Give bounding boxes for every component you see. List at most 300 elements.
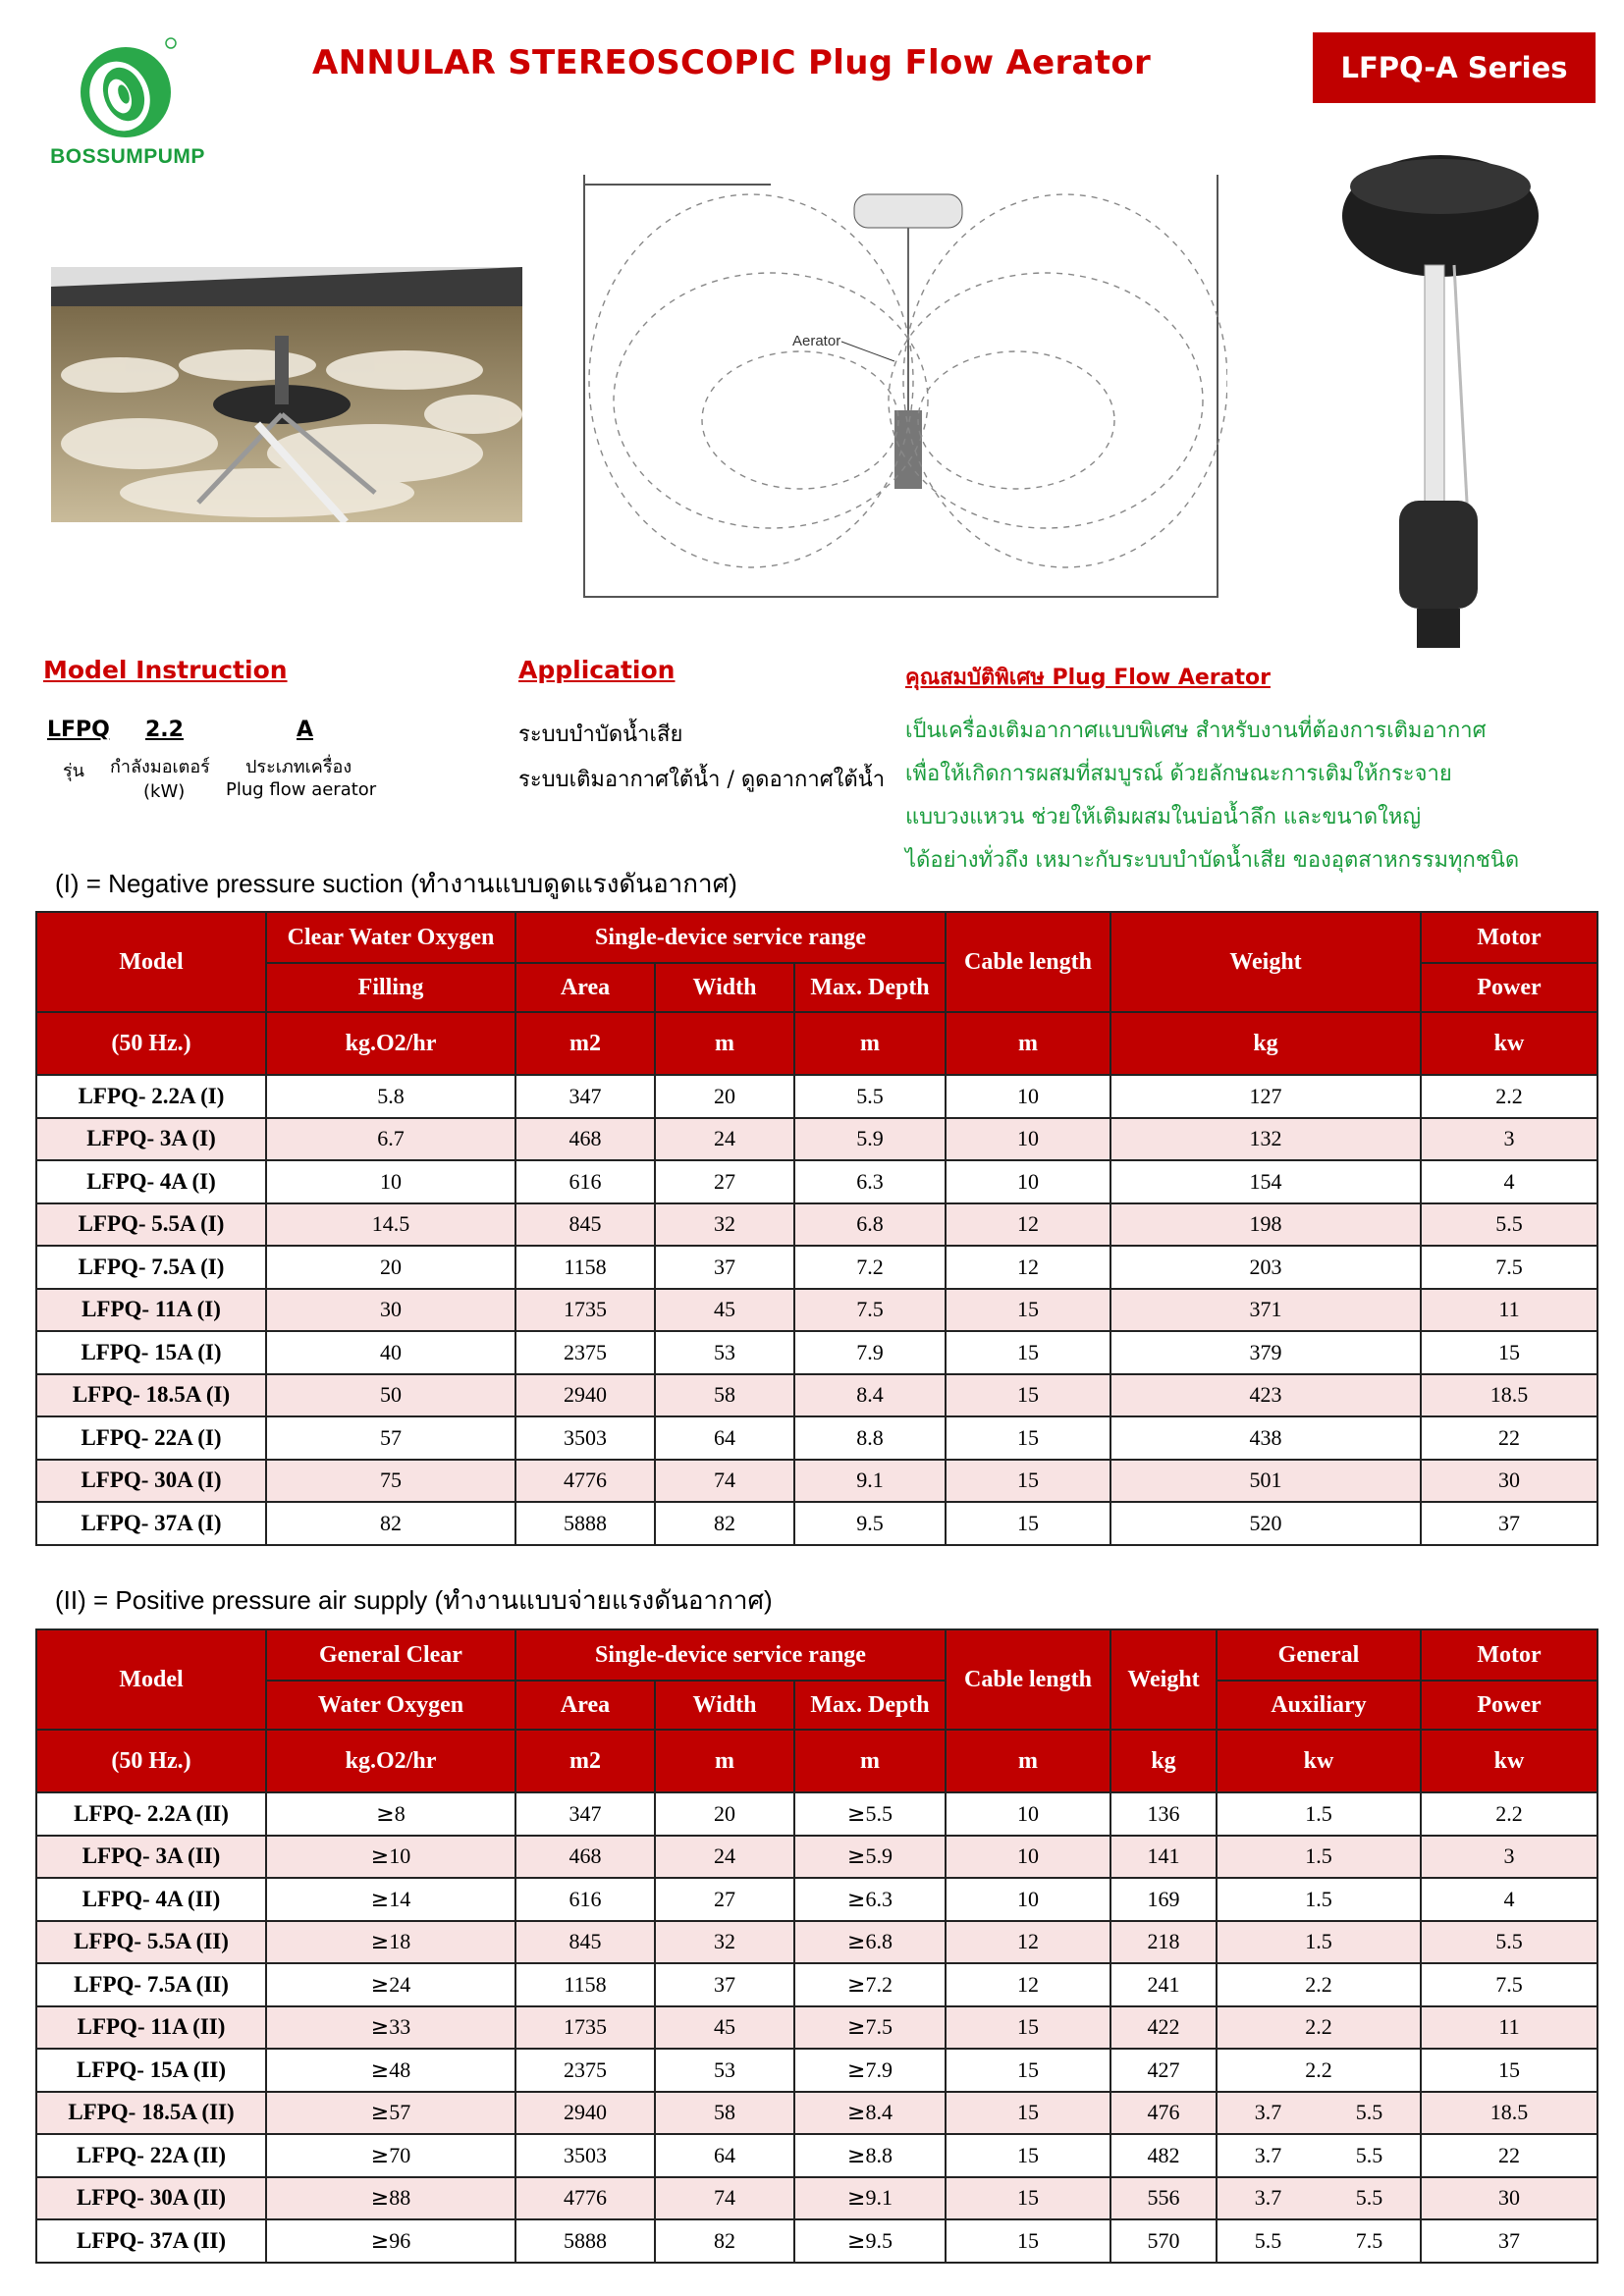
cell-area: 5888 bbox=[515, 1502, 655, 1545]
cell-motor: 37 bbox=[1421, 1502, 1597, 1545]
feature-line: ได้อย่างทั่วถึง เหมาะกับระบบบำบัดน้ำเสีย ของอุตสาหกรรมทุกชนิด bbox=[905, 848, 1520, 873]
cell-model: LFPQ- 15A (I) bbox=[36, 1331, 266, 1374]
cell-depth-value: 8.8 bbox=[865, 2142, 893, 2167]
cell-weight: 423 bbox=[1110, 1374, 1421, 1417]
application-heading: Application bbox=[518, 656, 676, 684]
cell-area: 1735 bbox=[515, 1289, 655, 1332]
cell-width: 37 bbox=[655, 1963, 794, 2006]
cell-auxiliary: 2.2 bbox=[1217, 2006, 1421, 2050]
cell-model: LFPQ- 7.5A (I) bbox=[36, 1246, 266, 1289]
col-model: Model bbox=[36, 1629, 266, 1730]
cell-oxygen: 10 bbox=[266, 1160, 515, 1203]
ge-symbol: ≥ bbox=[847, 1972, 866, 1998]
brand-logo bbox=[39, 35, 216, 173]
diagram-aerator-label: Aerator bbox=[792, 333, 841, 349]
cell-depth: 9.1 bbox=[794, 1460, 946, 1503]
cell-oxygen: 6.7 bbox=[266, 1118, 515, 1161]
cell-area: 2940 bbox=[515, 1374, 655, 1417]
auxiliary-pair bbox=[1218, 2093, 1420, 2134]
col-motor-sub: Power bbox=[1421, 1681, 1597, 1730]
cell-oxygen-value: 48 bbox=[389, 2056, 411, 2082]
feature-line: เป็นเครื่องเติมอากาศแบบพิเศษ สำหรับงานที่ต้องการเติมอากาศ bbox=[905, 719, 1487, 743]
cell-cable: 15 bbox=[946, 1416, 1110, 1460]
unit-weight: kg bbox=[1110, 1730, 1217, 1792]
cell-weight: 520 bbox=[1110, 1502, 1421, 1545]
cell-motor: 37 bbox=[1421, 2219, 1597, 2263]
cell-weight: 427 bbox=[1110, 2049, 1217, 2092]
table-row bbox=[36, 1289, 1597, 1332]
cell-depth: 6.3 bbox=[794, 1160, 946, 1203]
cell-cable: 15 bbox=[946, 1289, 1110, 1332]
cell-model: LFPQ- 37A (I) bbox=[36, 1502, 266, 1545]
table-row bbox=[36, 1331, 1597, 1374]
cell-width: 27 bbox=[655, 1160, 794, 1203]
cell-weight: 501 bbox=[1110, 1460, 1421, 1503]
cell-width: 64 bbox=[655, 2134, 794, 2177]
cell-oxygen: 75 bbox=[266, 1460, 515, 1503]
cell-auxiliary bbox=[1217, 2219, 1421, 2263]
model-code-type-desc: ประเภทเครื่อง bbox=[245, 757, 352, 777]
col-cable: Cable length bbox=[946, 1629, 1110, 1730]
cell-weight: 438 bbox=[1110, 1416, 1421, 1460]
application-line: ระบบเติมอากาศใต้น้ำ / ดูดอากาศใต้น้ำ bbox=[518, 768, 886, 792]
cell-auxiliary bbox=[1217, 2134, 1421, 2177]
ge-symbol: ≥ bbox=[370, 1930, 390, 1955]
flow-diagram bbox=[574, 165, 1227, 607]
cell-auxiliary-value: 5.5 bbox=[1355, 2100, 1383, 2125]
cell-weight: 132 bbox=[1110, 1118, 1421, 1161]
cell-width: 53 bbox=[655, 1331, 794, 1374]
ge-symbol: ≥ bbox=[370, 2186, 390, 2212]
cell-depth-value: 8.4 bbox=[865, 2100, 893, 2125]
ge-symbol: ≥ bbox=[370, 2015, 390, 2041]
cell-cable: 15 bbox=[946, 1460, 1110, 1503]
cell-area: 4776 bbox=[515, 2177, 655, 2220]
cell-oxygen bbox=[266, 1836, 515, 1879]
cell-model: LFPQ- 30A (II) bbox=[36, 2177, 266, 2220]
cell-motor: 11 bbox=[1421, 2006, 1597, 2050]
table-row bbox=[36, 1502, 1597, 1545]
cell-cable: 15 bbox=[946, 1374, 1110, 1417]
cell-model: LFPQ- 11A (II) bbox=[36, 2006, 266, 2050]
cell-width: 82 bbox=[655, 1502, 794, 1545]
unit-cable: m bbox=[946, 1012, 1110, 1075]
cell-model: LFPQ- 3A (I) bbox=[36, 1118, 266, 1161]
unit-oxygen: kg.O2/hr bbox=[266, 1730, 515, 1792]
table-row bbox=[36, 1963, 1597, 2006]
cell-depth-value: 7.9 bbox=[865, 2056, 893, 2082]
table1-title: (I) = Negative pressure suction (ทำงานแบบดูดแรงดันอากาศ) bbox=[55, 869, 737, 898]
cell-area: 468 bbox=[515, 1118, 655, 1161]
cell-auxiliary: 2.2 bbox=[1217, 1963, 1421, 2006]
cell-depth bbox=[794, 1963, 946, 2006]
col-cable: Cable length bbox=[946, 912, 1110, 1012]
cell-depth-value: 9.1 bbox=[865, 2185, 893, 2211]
cell-auxiliary: 2.2 bbox=[1217, 2049, 1421, 2092]
table-row bbox=[36, 1118, 1597, 1161]
cell-area: 2940 bbox=[515, 2092, 655, 2135]
cell-motor: 15 bbox=[1421, 2049, 1597, 2092]
col-service-range: Single-device service range bbox=[515, 912, 946, 963]
cell-cable: 15 bbox=[946, 1502, 1110, 1545]
table-row bbox=[36, 1836, 1597, 1879]
cell-width: 37 bbox=[655, 1246, 794, 1289]
table-row bbox=[36, 1921, 1597, 1964]
col-motor-sub: Power bbox=[1421, 963, 1597, 1012]
table-row bbox=[36, 1374, 1597, 1417]
cell-model: LFPQ- 3A (II) bbox=[36, 1836, 266, 1879]
cell-oxygen bbox=[266, 2177, 515, 2220]
cell-model: LFPQ- 2.2A (II) bbox=[36, 1792, 266, 1836]
cell-model: LFPQ- 4A (I) bbox=[36, 1160, 266, 1203]
cell-depth: 9.5 bbox=[794, 1502, 946, 1545]
cell-motor: 3 bbox=[1421, 1118, 1597, 1161]
model-code-type: A bbox=[297, 718, 314, 742]
cell-oxygen: 57 bbox=[266, 1416, 515, 1460]
cell-oxygen: 40 bbox=[266, 1331, 515, 1374]
unit-motor: kw bbox=[1421, 1012, 1597, 1075]
col-auxiliary: General bbox=[1217, 1629, 1421, 1681]
cell-oxygen bbox=[266, 2006, 515, 2050]
cell-model: LFPQ- 5.5A (II) bbox=[36, 1921, 266, 1964]
cell-motor: 22 bbox=[1421, 1416, 1597, 1460]
unit-area: m2 bbox=[515, 1730, 655, 1792]
cell-auxiliary-value: 3.7 bbox=[1254, 2142, 1282, 2167]
cell-area: 1735 bbox=[515, 2006, 655, 2050]
cell-cable: 15 bbox=[946, 2219, 1110, 2263]
cell-oxygen: 5.8 bbox=[266, 1075, 515, 1118]
cell-model: LFPQ- 15A (II) bbox=[36, 2049, 266, 2092]
cell-depth: 8.4 bbox=[794, 1374, 946, 1417]
aerator-photo bbox=[1330, 147, 1551, 667]
cell-model: LFPQ- 30A (I) bbox=[36, 1460, 266, 1503]
cell-model: LFPQ- 37A (II) bbox=[36, 2219, 266, 2263]
col-model: Model bbox=[36, 912, 266, 1012]
cell-oxygen bbox=[266, 1921, 515, 1964]
cell-oxygen-value: 24 bbox=[389, 1971, 411, 1997]
col-oxygen-sub: Water Oxygen bbox=[266, 1681, 515, 1730]
cell-depth bbox=[794, 1921, 946, 1964]
col-weight: Weight bbox=[1110, 912, 1421, 1012]
cell-model: LFPQ- 22A (I) bbox=[36, 1416, 266, 1460]
cell-motor: 7.5 bbox=[1421, 1246, 1597, 1289]
cell-auxiliary-value: 3.7 bbox=[1254, 2185, 1282, 2211]
cell-width: 20 bbox=[655, 1792, 794, 1836]
unit-motor: kw bbox=[1421, 1730, 1597, 1792]
cell-depth bbox=[794, 2049, 946, 2092]
cell-cable: 12 bbox=[946, 1963, 1110, 2006]
col-service-range: Single-device service range bbox=[515, 1629, 946, 1681]
cell-auxiliary bbox=[1217, 2177, 1421, 2220]
ge-symbol: ≥ bbox=[847, 2015, 866, 2041]
model-instruction-heading: Model Instruction bbox=[43, 656, 288, 684]
cell-depth: 7.5 bbox=[794, 1289, 946, 1332]
brand-name: BOSSUMPUMP bbox=[50, 145, 205, 168]
cell-model: LFPQ- 7.5A (II) bbox=[36, 1963, 266, 2006]
cell-oxygen bbox=[266, 2049, 515, 2092]
unit-width: m bbox=[655, 1012, 794, 1075]
col-weight: Weight bbox=[1110, 1629, 1217, 1730]
cell-depth bbox=[794, 2219, 946, 2263]
cell-cable: 10 bbox=[946, 1160, 1110, 1203]
cell-model: LFPQ- 18.5A (II) bbox=[36, 2092, 266, 2135]
cell-depth bbox=[794, 2134, 946, 2177]
cell-oxygen bbox=[266, 1792, 515, 1836]
cell-area: 845 bbox=[515, 1203, 655, 1247]
ge-symbol: ≥ bbox=[847, 1844, 866, 1870]
cell-motor: 2.2 bbox=[1421, 1792, 1597, 1836]
cell-model: LFPQ- 4A (II) bbox=[36, 1878, 266, 1921]
ge-symbol: ≥ bbox=[370, 2143, 390, 2168]
cell-cable: 12 bbox=[946, 1203, 1110, 1247]
ge-symbol: ≥ bbox=[370, 1972, 390, 1998]
unit-weight: kg bbox=[1110, 1012, 1421, 1075]
cell-cable: 15 bbox=[946, 2006, 1110, 2050]
cell-auxiliary-value: 7.5 bbox=[1355, 2227, 1383, 2253]
cell-oxygen-value: 57 bbox=[389, 2100, 411, 2125]
cell-depth-value: 6.3 bbox=[865, 1886, 893, 1911]
cell-area: 4776 bbox=[515, 1460, 655, 1503]
unit-cable: m bbox=[946, 1730, 1110, 1792]
cell-model: LFPQ- 11A (I) bbox=[36, 1289, 266, 1332]
cell-area: 1158 bbox=[515, 1963, 655, 2006]
cell-auxiliary-value: 5.5 bbox=[1355, 2185, 1383, 2211]
col-oxygen: Clear Water Oxygen bbox=[266, 912, 515, 963]
cell-motor: 22 bbox=[1421, 2134, 1597, 2177]
cell-motor: 7.5 bbox=[1421, 1963, 1597, 2006]
cell-model: LFPQ- 18.5A (I) bbox=[36, 1374, 266, 1417]
table-row bbox=[36, 2177, 1597, 2220]
cell-depth bbox=[794, 1836, 946, 1879]
cell-area: 347 bbox=[515, 1075, 655, 1118]
cell-cable: 15 bbox=[946, 2092, 1110, 2135]
ge-symbol: ≥ bbox=[847, 2143, 866, 2168]
page-title: ANNULAR STEREOSCOPIC Plug Flow Aerator bbox=[312, 43, 1152, 82]
model-code-power-desc: กำลังมอเตอร์ bbox=[110, 757, 210, 777]
cell-width: 82 bbox=[655, 2219, 794, 2263]
cell-weight: 154 bbox=[1110, 1160, 1421, 1203]
table-row bbox=[36, 1203, 1597, 1247]
model-code-type-name: Plug flow aerator bbox=[226, 779, 377, 800]
cell-auxiliary: 1.5 bbox=[1217, 1878, 1421, 1921]
feature-line: แบบวงแหวน ช่วยให้เติมผสมในบ่อน้ำลึก และขนาดใหญ่ bbox=[905, 805, 1422, 829]
spec-table-positive bbox=[35, 1629, 1598, 2264]
col-model-hz: (50 Hz.) bbox=[36, 1730, 266, 1792]
cell-weight: 371 bbox=[1110, 1289, 1421, 1332]
cell-depth-value: 5.9 bbox=[865, 1843, 893, 1869]
cell-area: 2375 bbox=[515, 1331, 655, 1374]
cell-width: 24 bbox=[655, 1836, 794, 1879]
ge-symbol: ≥ bbox=[847, 1887, 866, 1912]
cell-oxygen bbox=[266, 1878, 515, 1921]
cell-oxygen-value: 14 bbox=[389, 1886, 411, 1911]
ge-symbol: ≥ bbox=[376, 1801, 395, 1827]
cell-weight: 570 bbox=[1110, 2219, 1217, 2263]
cell-weight: 141 bbox=[1110, 1836, 1217, 1879]
cell-weight: 218 bbox=[1110, 1921, 1217, 1964]
table-row bbox=[36, 2006, 1597, 2050]
table-row bbox=[36, 1878, 1597, 1921]
col-width: Width bbox=[655, 1681, 794, 1730]
cell-width: 58 bbox=[655, 1374, 794, 1417]
cell-depth bbox=[794, 2092, 946, 2135]
cell-oxygen-value: 10 bbox=[389, 1843, 411, 1869]
auxiliary-pair bbox=[1218, 2220, 1420, 2262]
cell-model: LFPQ- 2.2A (I) bbox=[36, 1075, 266, 1118]
cell-depth bbox=[794, 2177, 946, 2220]
cell-area: 468 bbox=[515, 1836, 655, 1879]
cell-auxiliary: 1.5 bbox=[1217, 1836, 1421, 1879]
unit-width: m bbox=[655, 1730, 794, 1792]
cell-motor: 11 bbox=[1421, 1289, 1597, 1332]
cell-area: 616 bbox=[515, 1160, 655, 1203]
col-area: Area bbox=[515, 1681, 655, 1730]
cell-area: 347 bbox=[515, 1792, 655, 1836]
col-depth: Max. Depth bbox=[794, 963, 946, 1012]
cell-oxygen: 30 bbox=[266, 1289, 515, 1332]
ge-symbol: ≥ bbox=[847, 2101, 866, 2126]
table-row bbox=[36, 1246, 1597, 1289]
cell-auxiliary: 1.5 bbox=[1217, 1921, 1421, 1964]
ge-symbol: ≥ bbox=[370, 2228, 390, 2254]
cell-depth bbox=[794, 2006, 946, 2050]
auxiliary-pair bbox=[1218, 2135, 1420, 2176]
cell-depth-value: 9.5 bbox=[865, 2227, 893, 2253]
cell-motor: 2.2 bbox=[1421, 1075, 1597, 1118]
tank-photo bbox=[51, 267, 522, 522]
cell-motor: 30 bbox=[1421, 2177, 1597, 2220]
swirl-logo-icon bbox=[75, 35, 183, 141]
cell-depth-value: 6.8 bbox=[865, 1929, 893, 1954]
auxiliary-pair bbox=[1218, 2178, 1420, 2219]
unit-area: m2 bbox=[515, 1012, 655, 1075]
cell-width: 74 bbox=[655, 1460, 794, 1503]
cell-oxygen-value: 33 bbox=[389, 2014, 411, 2040]
cell-weight: 476 bbox=[1110, 2092, 1217, 2135]
cell-motor: 3 bbox=[1421, 1836, 1597, 1879]
cell-width: 45 bbox=[655, 1289, 794, 1332]
ge-symbol: ≥ bbox=[847, 1801, 866, 1827]
cell-width: 58 bbox=[655, 2092, 794, 2135]
cell-cable: 15 bbox=[946, 1331, 1110, 1374]
cell-width: 45 bbox=[655, 2006, 794, 2050]
cell-depth-value: 7.2 bbox=[865, 1971, 893, 1997]
cell-cable: 15 bbox=[946, 2049, 1110, 2092]
cell-motor: 18.5 bbox=[1421, 1374, 1597, 1417]
cell-motor: 30 bbox=[1421, 1460, 1597, 1503]
ge-symbol: ≥ bbox=[370, 1844, 390, 1870]
table-row bbox=[36, 2092, 1597, 2135]
cell-oxygen-value: 18 bbox=[389, 1929, 411, 1954]
cell-weight: 127 bbox=[1110, 1075, 1421, 1118]
cell-cable: 10 bbox=[946, 1118, 1110, 1161]
cell-motor: 15 bbox=[1421, 1331, 1597, 1374]
unit-oxygen: kg.O2/hr bbox=[266, 1012, 515, 1075]
cell-motor: 4 bbox=[1421, 1878, 1597, 1921]
cell-area: 1158 bbox=[515, 1246, 655, 1289]
table-row bbox=[36, 1416, 1597, 1460]
ge-symbol: ≥ bbox=[370, 1887, 390, 1912]
cell-auxiliary-value: 5.5 bbox=[1254, 2227, 1282, 2253]
cell-area: 5888 bbox=[515, 2219, 655, 2263]
cell-weight: 136 bbox=[1110, 1792, 1217, 1836]
col-depth: Max. Depth bbox=[794, 1681, 946, 1730]
ge-symbol: ≥ bbox=[370, 2057, 390, 2083]
cell-width: 53 bbox=[655, 2049, 794, 2092]
cell-auxiliary-value: 3.7 bbox=[1254, 2100, 1282, 2125]
table-row bbox=[36, 1460, 1597, 1503]
cell-weight: 241 bbox=[1110, 1963, 1217, 2006]
cell-depth: 5.5 bbox=[794, 1075, 946, 1118]
cell-weight: 203 bbox=[1110, 1246, 1421, 1289]
col-motor: Motor bbox=[1421, 1629, 1597, 1681]
cell-oxygen bbox=[266, 2219, 515, 2263]
application-line: ระบบบำบัดน้ำเสีย bbox=[518, 722, 683, 747]
unit-depth: m bbox=[794, 1012, 946, 1075]
table-row bbox=[36, 1160, 1597, 1203]
model-code-series: LFPQ bbox=[47, 718, 110, 742]
cell-oxygen bbox=[266, 2092, 515, 2135]
cell-motor: 18.5 bbox=[1421, 2092, 1597, 2135]
cell-depth: 7.9 bbox=[794, 1331, 946, 1374]
cell-oxygen-value: 70 bbox=[389, 2142, 411, 2167]
cell-motor: 4 bbox=[1421, 1160, 1597, 1203]
cell-area: 616 bbox=[515, 1878, 655, 1921]
col-oxygen-sub: Filling bbox=[266, 963, 515, 1012]
cell-weight: 422 bbox=[1110, 2006, 1217, 2050]
cell-area: 2375 bbox=[515, 2049, 655, 2092]
cell-oxygen: 50 bbox=[266, 1374, 515, 1417]
cell-oxygen: 14.5 bbox=[266, 1203, 515, 1247]
cell-weight: 556 bbox=[1110, 2177, 1217, 2220]
ge-symbol: ≥ bbox=[370, 2101, 390, 2126]
cell-motor: 5.5 bbox=[1421, 1921, 1597, 1964]
table-row bbox=[36, 2134, 1597, 2177]
cell-oxygen: 20 bbox=[266, 1246, 515, 1289]
table-row bbox=[36, 1792, 1597, 1836]
model-code-power: 2.2 bbox=[145, 718, 184, 742]
cell-width: 20 bbox=[655, 1075, 794, 1118]
cell-cable: 15 bbox=[946, 2177, 1110, 2220]
cell-motor: 5.5 bbox=[1421, 1203, 1597, 1247]
cell-area: 3503 bbox=[515, 1416, 655, 1460]
cell-depth bbox=[794, 1878, 946, 1921]
cell-cable: 10 bbox=[946, 1792, 1110, 1836]
cell-cable: 12 bbox=[946, 1246, 1110, 1289]
cell-cable: 10 bbox=[946, 1878, 1110, 1921]
unit-auxiliary: kw bbox=[1217, 1730, 1421, 1792]
cell-oxygen: 82 bbox=[266, 1502, 515, 1545]
cell-depth-value: 7.5 bbox=[865, 2014, 893, 2040]
cell-cable: 10 bbox=[946, 1075, 1110, 1118]
table2-title: (II) = Positive pressure air supply (ทำงานแบบจ่ายแรงดันอากาศ) bbox=[55, 1585, 773, 1615]
col-area: Area bbox=[515, 963, 655, 1012]
table-row bbox=[36, 1075, 1597, 1118]
col-auxiliary-sub: Auxiliary bbox=[1217, 1681, 1421, 1730]
cell-width: 32 bbox=[655, 1203, 794, 1247]
cell-area: 845 bbox=[515, 1921, 655, 1964]
cell-model: LFPQ- 5.5A (I) bbox=[36, 1203, 266, 1247]
ge-symbol: ≥ bbox=[847, 2228, 866, 2254]
cell-depth-value: 5.5 bbox=[865, 1800, 893, 1826]
ge-symbol: ≥ bbox=[847, 2057, 866, 2083]
col-oxygen: General Clear bbox=[266, 1629, 515, 1681]
col-model-hz: (50 Hz.) bbox=[36, 1012, 266, 1075]
cell-cable: 12 bbox=[946, 1921, 1110, 1964]
model-code-series-desc: รุ่น bbox=[63, 761, 84, 781]
series-badge: LFPQ-A Series bbox=[1313, 32, 1596, 103]
model-code-power-unit: (kW) bbox=[143, 781, 186, 802]
